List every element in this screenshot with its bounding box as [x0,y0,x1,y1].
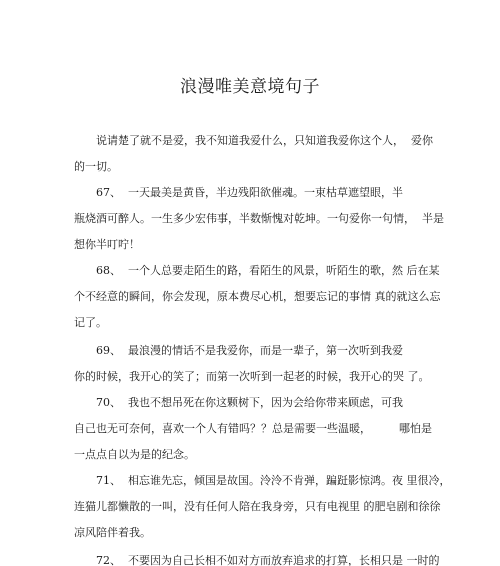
paragraph-68 [74,258,441,336]
paragraph-line: 68、 一个人总要走陌生的路，看陌生的风景，听陌生的歌，然 后在某 [96,264,440,277]
document-title: 浪漫唯美意境句子 [180,77,320,97]
paragraph-line: 连猫儿都懒散的一叫，没有任何人陪在我身旁，只有电视里 的肥皂剧和徐徐 [74,500,441,513]
paragraph-67 [74,180,444,258]
paragraph-line: 70、 我也不想吊死在你这颗树下，因为会给你带来顾虑，可我 [96,396,403,409]
paragraph-71 [74,468,451,546]
paragraph-line: 72、 不要因为自己长相不如对方而放弃追求的打算，长相只是 一时的 [96,554,440,566]
paragraph-line: 自己也无可奈何，喜欢一个人有错吗？？总是需要一些温暖， 哪怕是 [74,422,432,435]
paragraph-line: 凉风陪伴着我。 [74,526,151,539]
paragraph-line: 69、 最浪漫的情话不是我爱你，而是一辈子，第一次听到我爱 [96,344,403,357]
paragraph-line: 记了。 [74,316,107,329]
paragraph-line: 个不经意的瞬间，你会发现，原本费尽心机，想要忘记的事情 真的就这么忘 [74,290,441,303]
paragraph-line: 一点点自以为是的纪念。 [74,448,195,461]
paragraph-line: 瓶烧酒可醉人。一生多少宏伟事，半数惭愧对乾坤。一句爱你一句情， 半是 [74,212,444,225]
paragraph-69 [74,338,434,390]
paragraph-line: 67、 一天最美是黄昏，半边残阳欲催魂。一束枯草遮望眼，半 [96,186,403,199]
paragraph-line: 你的时候，我开心的笑了；而第一次听到一起老的时候，我开心的哭 了。 [74,370,430,383]
paragraph-72 [74,548,440,566]
paragraph-line: 想你半叮咛！ [74,238,140,251]
paragraph-70 [74,390,434,468]
paragraph-line: 71、 相忘谁先忘，倾国是故国。泠泠不肯弹，蹁跹影惊鸿。夜 里很冷， [96,474,451,487]
paragraph-line: 的一切。 [74,160,118,173]
paragraph-intro [74,128,434,180]
paragraph-line: 说请楚了就不是爱，我不知道我爱什么，只知道我爱你这个人， 爱你 [96,134,433,147]
